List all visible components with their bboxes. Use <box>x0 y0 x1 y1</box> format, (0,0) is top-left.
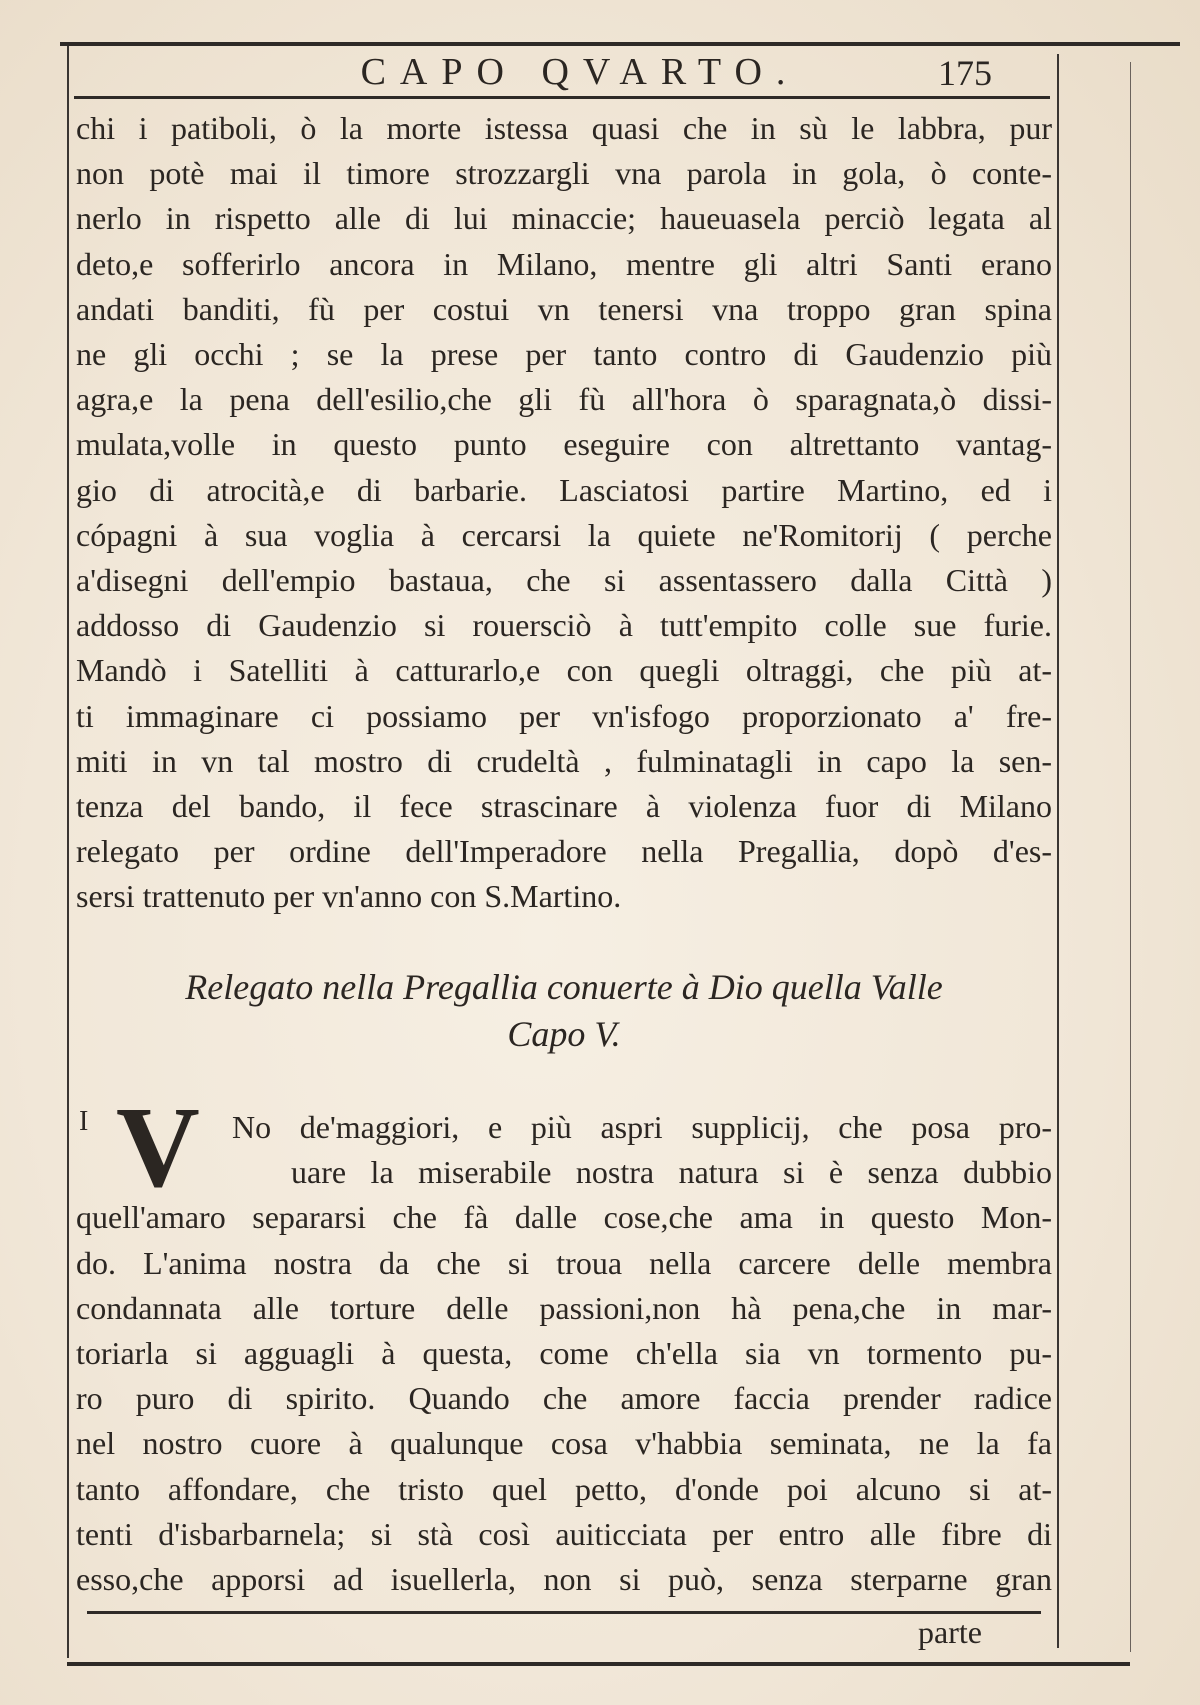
page-number: 175 <box>938 53 992 93</box>
text-line: uare la miserabile nostra natura si è senza dubbio <box>291 1154 1052 1191</box>
text-line: Mandò i Satelliti à catturarlo,e con quegli oltraggi, che più at- <box>76 652 1052 689</box>
text-line: No de'maggiori, e più aspri supplicij, che posa pro- <box>232 1109 1052 1145</box>
text-line: miti in vn tal mostro di crudeltà , fulminatagli in capo la sen- <box>76 742 1052 779</box>
text-line: do. L'anima nostra da che si troua nella carcere delle membra <box>76 1244 1052 1281</box>
top-rule <box>60 42 1180 46</box>
section-number: I <box>79 1106 89 1137</box>
text-line: mulata,volle in questo punto eseguire con altrettanto vantag- <box>76 426 1052 463</box>
text-line: tenza del bando, il fece strascinare à violenza fuor di Milano <box>76 788 1052 824</box>
chapter-subheading: Capo V. <box>507 1014 621 1054</box>
text-line: ne gli occhi ; se la prese per tanto contro di Gaudenzio più <box>76 336 1052 372</box>
text-line: cópagni à sua voglia à cercarsi la quiete ne'Romitorij ( perche <box>76 516 1052 553</box>
text-line: sersi trattenuto per vn'anno con S.Martino. <box>76 878 622 915</box>
footer-rule <box>87 1611 1041 1614</box>
header-rule <box>74 96 1050 99</box>
text-line: toriarla si agguagli à questa, come ch'ella sia vn tormento pu- <box>76 1335 1052 1371</box>
text-line: andati banditi, fù per costui vn tenersi vna troppo gran spina <box>76 290 1052 327</box>
bottom-rule <box>67 1662 1130 1666</box>
text-line: a'disegni dell'empio bastaua, che si assentassero dalla Città ) <box>76 562 1052 598</box>
outer-right-frame-line <box>1130 62 1131 1652</box>
text-line: nel nostro cuore à qualunque cosa v'habbia seminata, ne la fa <box>76 1425 1052 1462</box>
text-line: ti immaginare ci possiamo per vn'isfogo proporzionato a' fre- <box>76 697 1052 734</box>
text-line: relegato per ordine dell'Imperadore nella Pregallia, dopò d'es- <box>76 833 1052 870</box>
text-line: tenti d'isbarbarnela; si stà così auiticciata per entro alle fibre di <box>76 1515 1052 1552</box>
text-line: nerlo in rispetto alle di lui minaccie; haueuasela perciò legata al <box>76 200 1052 237</box>
inner-right-frame-line <box>1057 54 1059 1648</box>
running-header: CAPO QVARTO. <box>360 51 800 93</box>
text-line: addosso di Gaudenzio si rouersciò à tutt'empito colle sue furie. <box>76 607 1052 644</box>
text-line: quell'amaro separarsi che fà dalle cose,che ama in questo Mon- <box>76 1199 1052 1236</box>
catchword: parte <box>918 1614 982 1650</box>
chapter-heading: Relegato nella Pregallia conuerte à Dio quella Valle <box>185 967 943 1007</box>
text-line: condannata alle torture delle passioni,non hà pena,che in mar- <box>76 1289 1052 1326</box>
text-line: deto,e sofferirlo ancora in Milano, mentre gli altri Santi erano <box>76 245 1052 282</box>
text-line: non potè mai il timore strozzargli vna parola in gola, ò conte- <box>76 155 1052 192</box>
drop-cap: V <box>116 1084 200 1212</box>
text-line: esso,che apporsi ad isuellerla, non si può, senza sterparne gran <box>76 1561 1052 1597</box>
text-line: tanto affondare, che tristo quel petto, d'onde poi alcuno si at- <box>76 1470 1052 1507</box>
text-line: gio di atrocità,e di barbarie. Lasciatosi partire Martino, ed i <box>76 471 1052 508</box>
left-frame-line <box>67 46 69 1658</box>
text-line: chi i patiboli, ò la morte istessa quasi che in sù le labbra, pur <box>76 110 1052 146</box>
text-line: ro puro di spirito. Quando che amore faccia prender radice <box>76 1380 1052 1417</box>
text-line: agra,e la pena dell'esilio,che gli fù all'hora ò sparagnata,ò dissi- <box>76 381 1052 418</box>
